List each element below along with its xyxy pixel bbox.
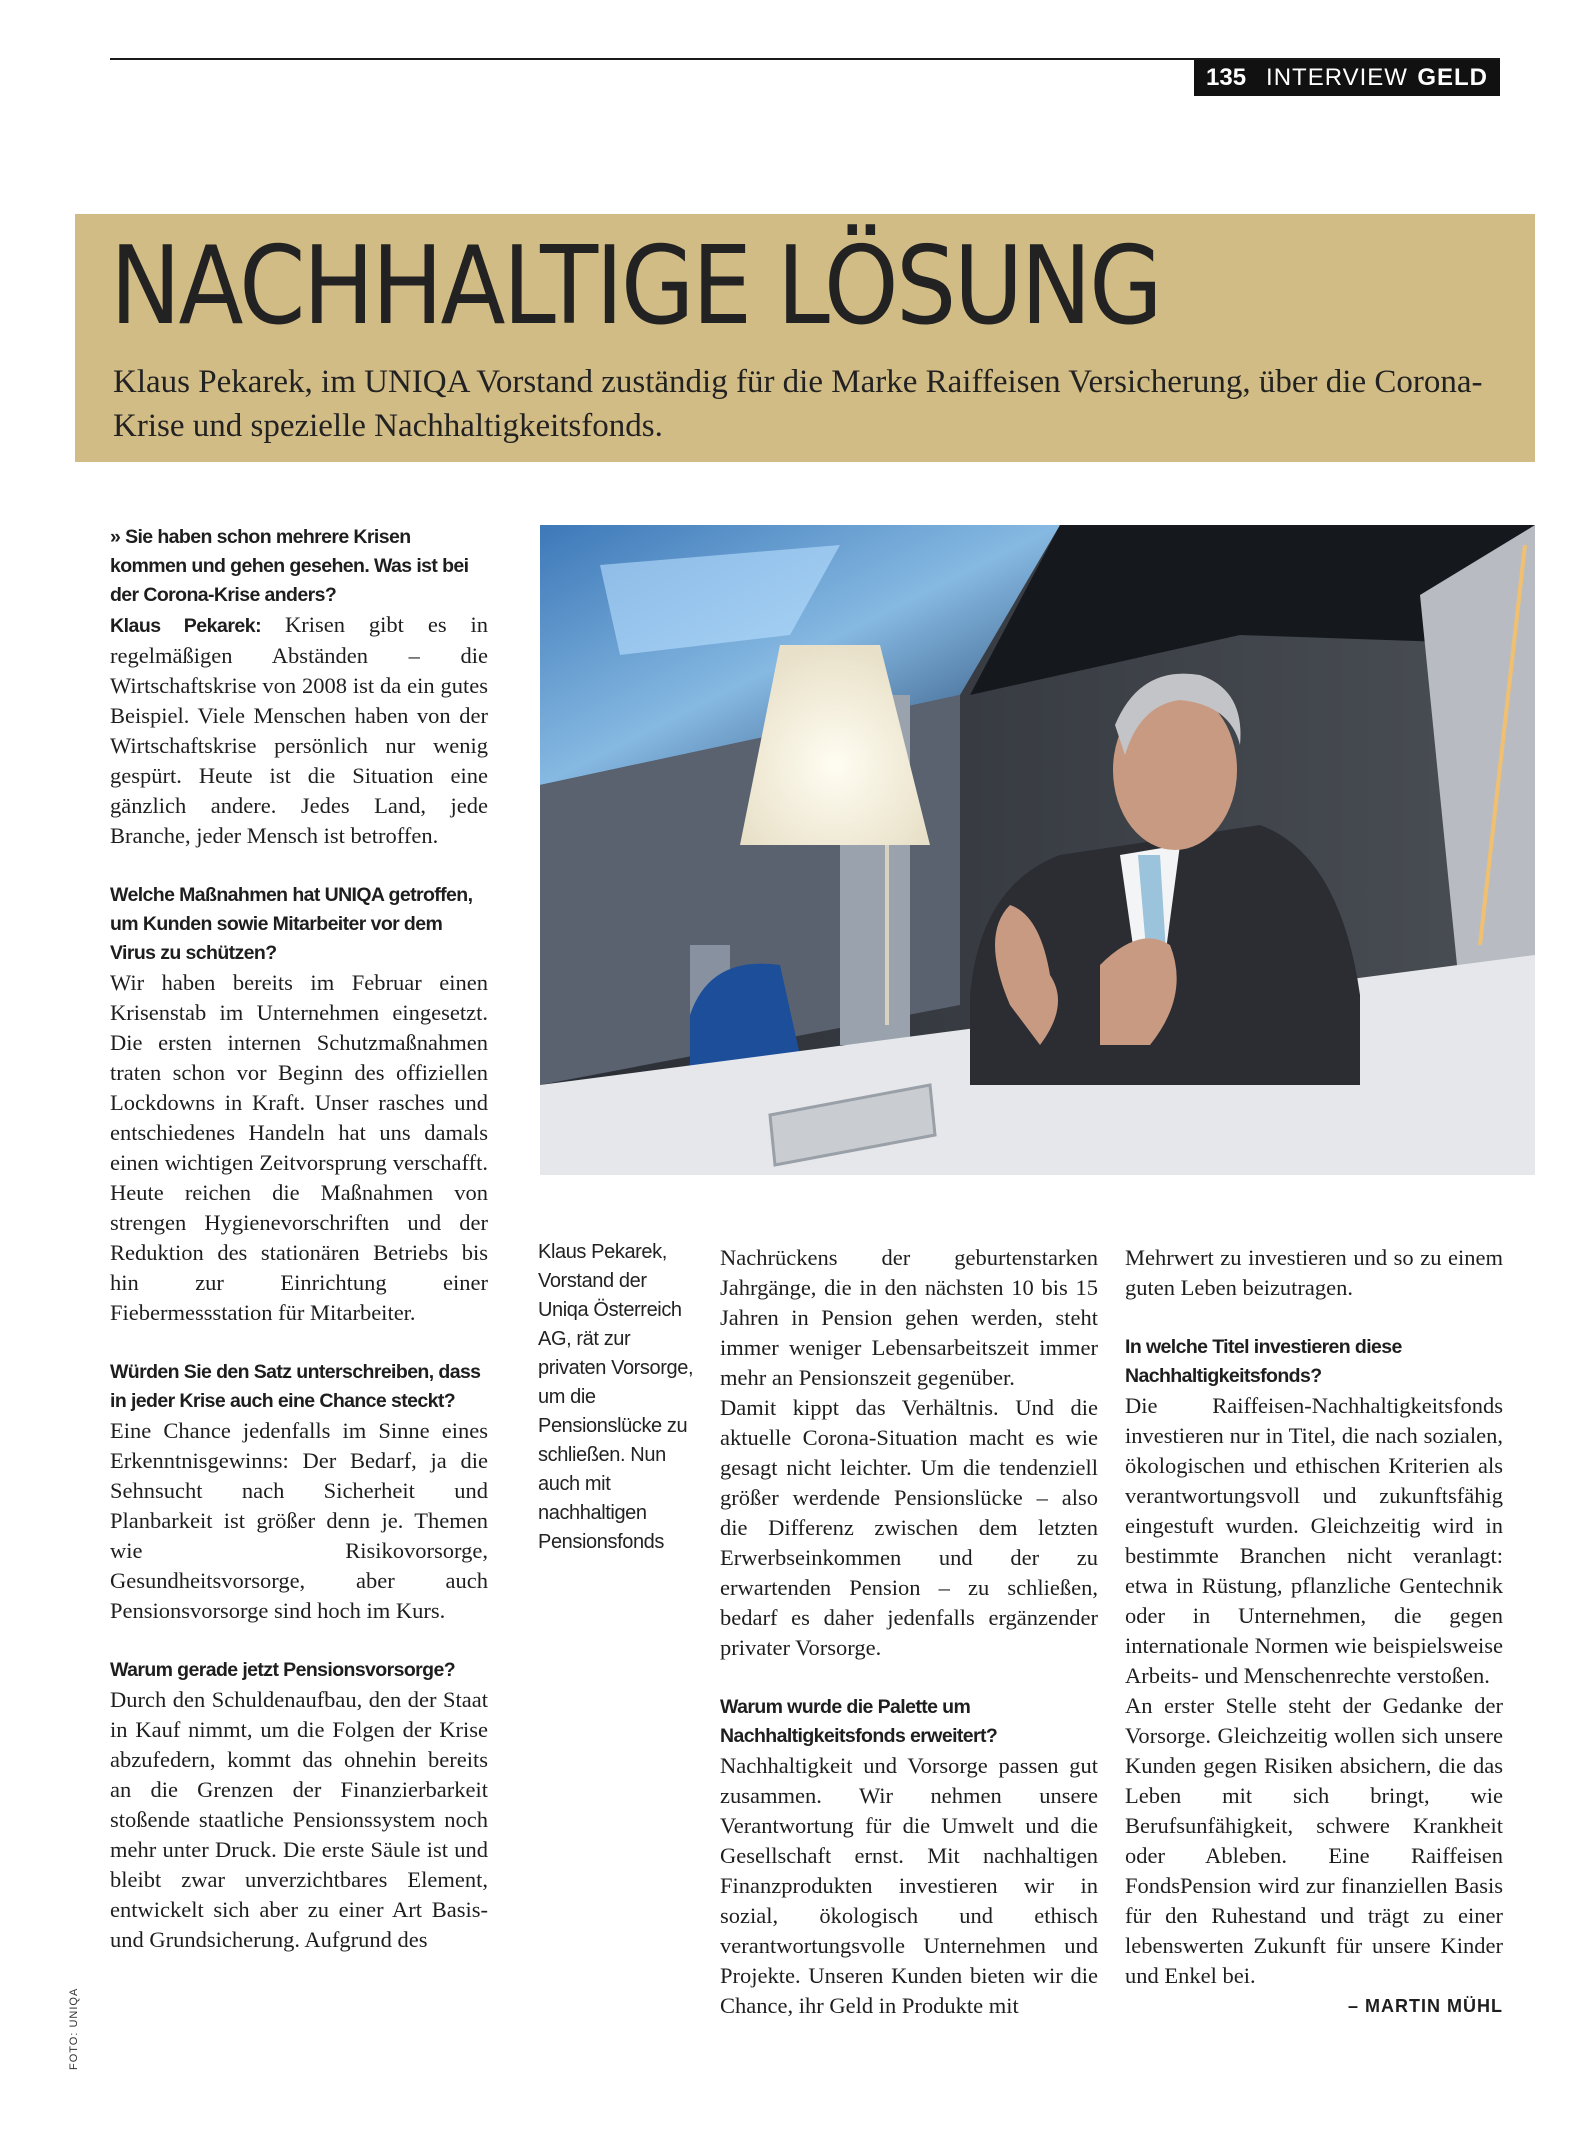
answer-1-text: Krisen gibt es in regelmäßigen Abständen – die Wirtschaftskrise von 2008 ist da ein gutes Beispiel. Viele Menschen haben von der Wirtschaftskrise persönlich nur wenig gespürt. Heute ist die Situation eine gänzlich andere. Jedes Land, jede Branche, jeder Mensch ist betroffen. [110,612,488,848]
category-label: GELD [1417,64,1488,91]
answer-5: Nachhaltigkeit und Vorsorge passen gut zusammen. Wir nehmen unsere Verantwortung für die Umwelt und die Gesellschaft ernst. Mit nachhaltigen Finanzprodukten investieren wir in sozial, ökologisch und ethisch verantwortungsvolle Unternehmen und Projekte. Unseren Kunden bieten wir die Chance, ihr Geld in Produkte mit [720,1753,1098,2018]
answer-4-continued: Nachrückens der geburtenstarken Jahrgänge, die in den nächsten 10 bis 15 Jahren in Pension gehen werden, steht immer weniger Lebensarbeitszeit immer mehr an Pensionszeit gegenüber. [720,1245,1098,1390]
photo-caption: Klaus Pekarek, Vorstand der Uniqa Österreich AG, rät zur privaten Vorsorge, um die Pensionslücke zu schließen. Nun auch mit nachhaltigen Pensionsfonds [538,1241,694,1553]
interview-photo [540,525,1535,1175]
page-number: 135 [1206,64,1247,91]
article-subtitle: Klaus Pekarek, im UNIQA Vorstand zuständig für die Marke Raiffeisen Versicherung, über die Corona-Krise und spezielle Nachhaltigkeitsfonds. [113,364,1483,444]
question-2: Welche Maßnahmen hat UNIQA getroffen, um Kunden sowie Mitarbeiter vor dem Virus zu schützen? [110,884,473,964]
question-4: Warum gerade jetzt Pensionsvorsorge? [110,1659,456,1681]
question-5: Warum wurde die Palette um Nachhaltigkeitsfonds erweitert? [720,1696,998,1747]
question-1: » Sie haben schon mehrere Krisen kommen und gehen gesehen. Was ist bei der Corona-Krise anders? [110,526,469,606]
text-column-3 [720,1243,1098,2021]
title-banner [75,214,1535,462]
answer-5-continued: Mehrwert zu investieren und so zu einem guten Leben beizutragen. [1125,1245,1503,1300]
author-signature: – MARTIN MÜHL [1348,1996,1503,2016]
answer-6: Die Raiffeisen-Nachhaltigkeitsfonds investieren nur in Titel, die nach sozialen, ökologischen und ethischen Kriterien als verantwortungsvoll und zukunftsfähig eingestuft wurden. Gleichzeitig wird in bestimmte Branchen nicht veranlagt: etwa in Rüstung, pflanzliche Gentechnik oder in Unternehmen, die gegen internationale Normen wie beispielsweise Arbeits- und Menschenrechte verstoßen. [1125,1393,1503,1688]
article-title: NACHHALTIGE LÖSUNG [110,224,1161,349]
answer-4: Durch den Schuldenaufbau, den der Staat in Kauf nimmt, um die Folgen der Krise abzufedern, kommt das ohnehin bereits an die Grenzen der Finanzierbarkeit stoßende staatliche Pensionssystem noch mehr unter Druck. Die erste Säule ist und bleibt zwar unverzichtbares Element, entwickelt sich aber zu einer Art Basis- und Grundsicherung. Aufgrund des [110,1687,488,1952]
photo-credit: FOTO: UNIQA [68,1987,80,2070]
answer-2: Wir haben bereits im Februar einen Krisenstab im Unternehmen eingesetzt. Die ersten internen Schutzmaßnahmen traten schon vor Beginn des offiziellen Lockdowns in Kraft. Unser rasches und entschiedenes Handeln hat uns damals einen wichtigen Zeitvorsprung verschafft. Heute reichen die Maßnahmen von strengen Hygienevorschriften und der Reduktion des stationären Betriebs bis hin zur Einrichtung einer Fiebermessstation für Mitarbeiter. [110,970,488,1325]
question-3: Würden Sie den Satz unterschreiben, dass in jeder Krise auch eine Chance steckt? [110,1361,481,1412]
text-column-1 [110,523,488,1955]
answer-3: Eine Chance jedenfalls im Sinne eines Erkenntnisgewinns: Der Bedarf, ja die Sehnsucht nach Sicherheit und Planbarkeit ist größer denn je. Themen wie Risikovorsorge, Gesundheitsvorsorge, aber auch Pensionsvorsorge sind hoch im Kurs. [110,1418,488,1623]
answer-6b: An erster Stelle steht der Gedanke der Vorsorge. Gleichzeitig wollen sich unsere Kunden gegen Risiken absichern, die das Leben mit sich bringt, wie Berufsunfähigkeit, schwere Krankheit oder Ableben. Eine Raiffeisen FondsPension wird zur finanziellen Basis für den Ruhestand und trägt zu einer lebenswerten Zukunft für unsere Kinder und Enkel bei. [1125,1693,1503,1988]
speaker-label: Klaus Pekarek: [110,615,262,637]
answer-4-continued-2: Damit kippt das Verhältnis. Und die aktuelle Corona-Situation macht es wie gesagt nicht leichter. Um die tendenziell größer werdende Pensionslücke – also die Differenz zwischen dem letzten Erwerbseinkommen und der zu erwartenden Pension – zu schließen, bedarf es daher jedenfalls ergänzender privater Vorsorge. [720,1395,1098,1660]
text-column-4 [1125,1243,1503,2021]
page-header [1194,60,1500,96]
photo-illustration [540,525,1535,1175]
section-label: INTERVIEW [1266,64,1408,91]
answer-1 [110,610,488,851]
question-6: In welche Titel investieren diese Nachhaltigkeitsfonds? [1125,1336,1402,1387]
